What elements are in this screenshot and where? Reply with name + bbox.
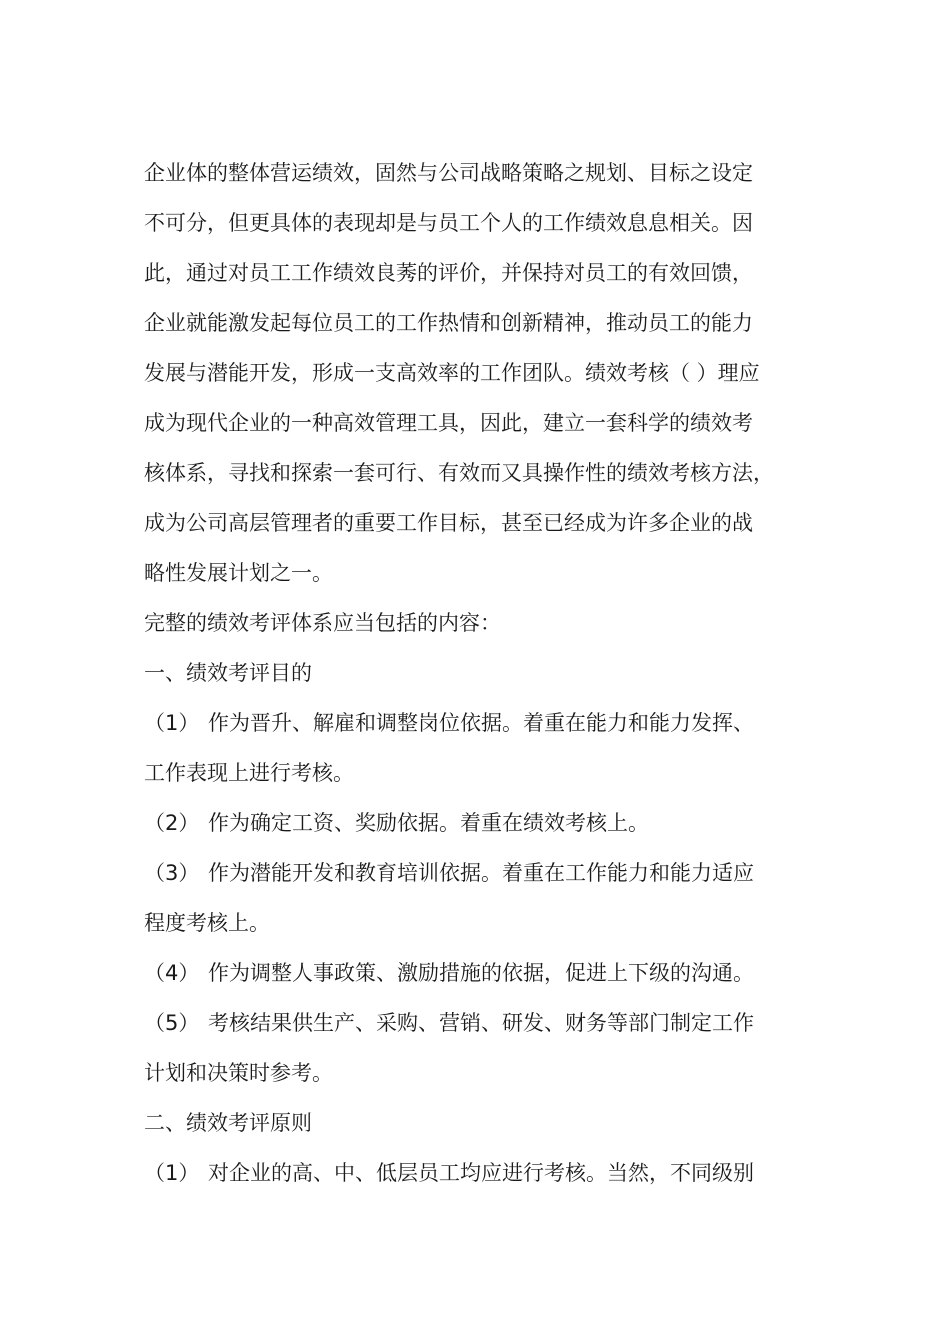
item-number: （5） <box>144 1011 200 1035</box>
paragraph-line: 核体系，寻找和探索一套可行、有效而又具操作性的绩效考核方法， <box>144 461 774 485</box>
item-text: 作为晋升、解雇和调整岗位依据。着重在能力和能力发挥、 <box>208 711 754 735</box>
item-number: （1） <box>144 711 200 735</box>
list-item <box>144 1159 754 1187</box>
list-item <box>144 1009 754 1037</box>
item-text: 作为潜能开发和教育培训依据。着重在工作能力和能力适应 <box>208 861 754 885</box>
paragraph-line: 企业体的整体营运绩效，固然与公司战略策略之规划、目标之设定 <box>144 161 753 185</box>
list-item <box>144 709 754 737</box>
item-text: 作为调整人事政策、激励措施的依据，促进上下级的沟通。 <box>208 961 754 985</box>
list-item <box>144 809 649 837</box>
paragraph-line: 成为公司高层管理者的重要工作目标，甚至已经成为许多企业的战 <box>144 511 753 535</box>
paragraph-line: 略性发展计划之一。 <box>144 561 333 585</box>
paragraph-line: 不可分，但更具体的表现却是与员工个人的工作绩效息息相关。因 <box>144 211 753 235</box>
list-item-continuation: 程度考核上。 <box>144 911 270 935</box>
item-text: 对企业的高、中、低层员工均应进行考核。当然，不同级别 <box>208 1161 754 1185</box>
item-text: 考核结果供生产、采购、营销、研发、财务等部门制定工作 <box>208 1011 754 1035</box>
paragraph-line: 发展与潜能开发，形成一支高效率的工作团队。绩效考核（ ）理应 <box>144 361 760 385</box>
item-number: （2） <box>144 811 200 835</box>
item-number: （1） <box>144 1161 200 1185</box>
paragraph-line: 企业就能激发起每位员工的工作热情和创新精神，推动员工的能力 <box>144 311 753 335</box>
item-text: 作为确定工资、奖励依据。着重在绩效考核上。 <box>208 811 649 835</box>
list-item <box>144 859 754 887</box>
paragraph-line: 此，通过对员工工作绩效良莠的评价，并保持对员工的有效回馈， <box>144 261 753 285</box>
list-item <box>144 959 754 987</box>
paragraph-line: 成为现代企业的一种高效管理工具，因此，建立一套科学的绩效考 <box>144 411 753 435</box>
item-number: （4） <box>144 961 200 985</box>
system-intro: 完整的绩效考评体系应当包括的内容： <box>144 611 501 635</box>
list-item-continuation: 计划和决策时参考。 <box>144 1061 333 1085</box>
section-heading: 二、绩效考评原则 <box>144 1111 312 1135</box>
item-number: （3） <box>144 861 200 885</box>
list-item-continuation: 工作表现上进行考核。 <box>144 761 354 785</box>
section-heading: 一、绩效考评目的 <box>144 661 312 685</box>
